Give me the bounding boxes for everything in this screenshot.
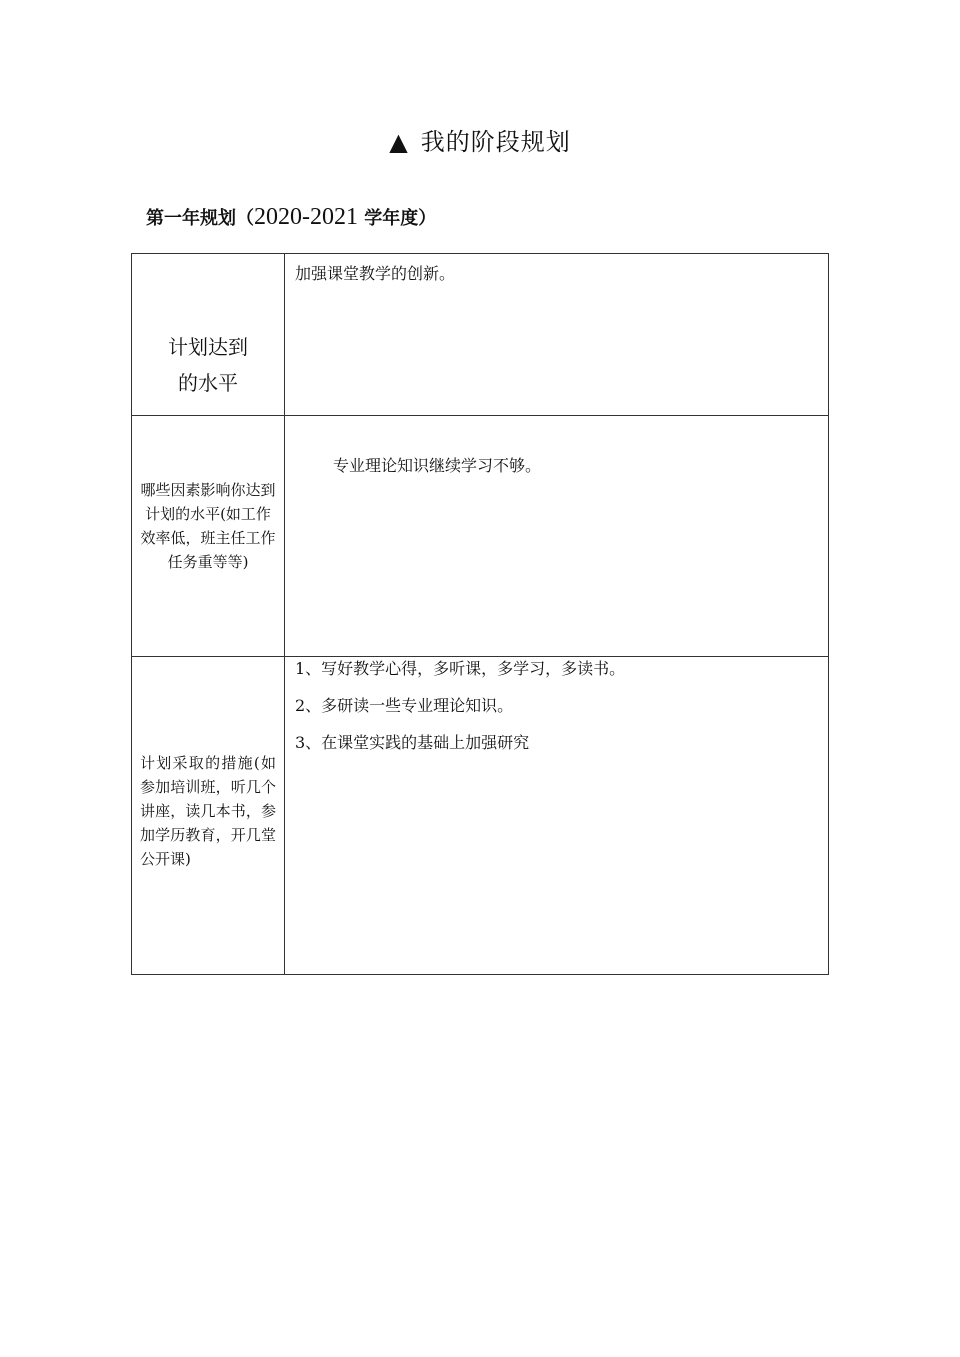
table-row-factors <box>132 416 829 657</box>
table-row-target-level <box>132 254 829 416</box>
label-target-level <box>132 254 285 416</box>
label-factors: 哪些因素影响你达到计划的水平(如工作效率低，班主任工作任务重等等) <box>132 416 285 657</box>
label-target-level-line1: 计划达到 <box>168 334 248 359</box>
value-target-level: 加强课堂教学的创新。 <box>285 254 829 416</box>
section-heading <box>146 200 436 236</box>
measure-item-3: 3、在课堂实践的基础上加强研究 <box>295 733 530 752</box>
page-title <box>0 124 960 160</box>
plan-table <box>131 253 829 975</box>
label-target-level-line2: 的水平 <box>178 370 238 395</box>
value-measures <box>285 657 829 975</box>
measure-item-1: 1、写好教学心得，多听课，多学习，多读书。 <box>295 659 626 678</box>
value-factors: 专业理论知识继续学习不够。 <box>285 416 829 657</box>
section-heading-suffix: 学年度） <box>358 208 437 229</box>
section-heading-years: 2020-2021 <box>254 204 358 230</box>
triangle-icon: ▲ <box>389 128 409 156</box>
label-measures: 计划采取的措施(如参加培训班，听几个讲座，读几本书，参加学历教育，开几堂公开课) <box>132 657 285 975</box>
page-title-text: 我的阶段规划 <box>420 128 571 156</box>
table-row-measures <box>132 657 829 975</box>
section-heading-prefix: 第一年规划（ <box>146 208 254 229</box>
measure-item-2: 2、多研读一些专业理论知识。 <box>295 696 514 715</box>
